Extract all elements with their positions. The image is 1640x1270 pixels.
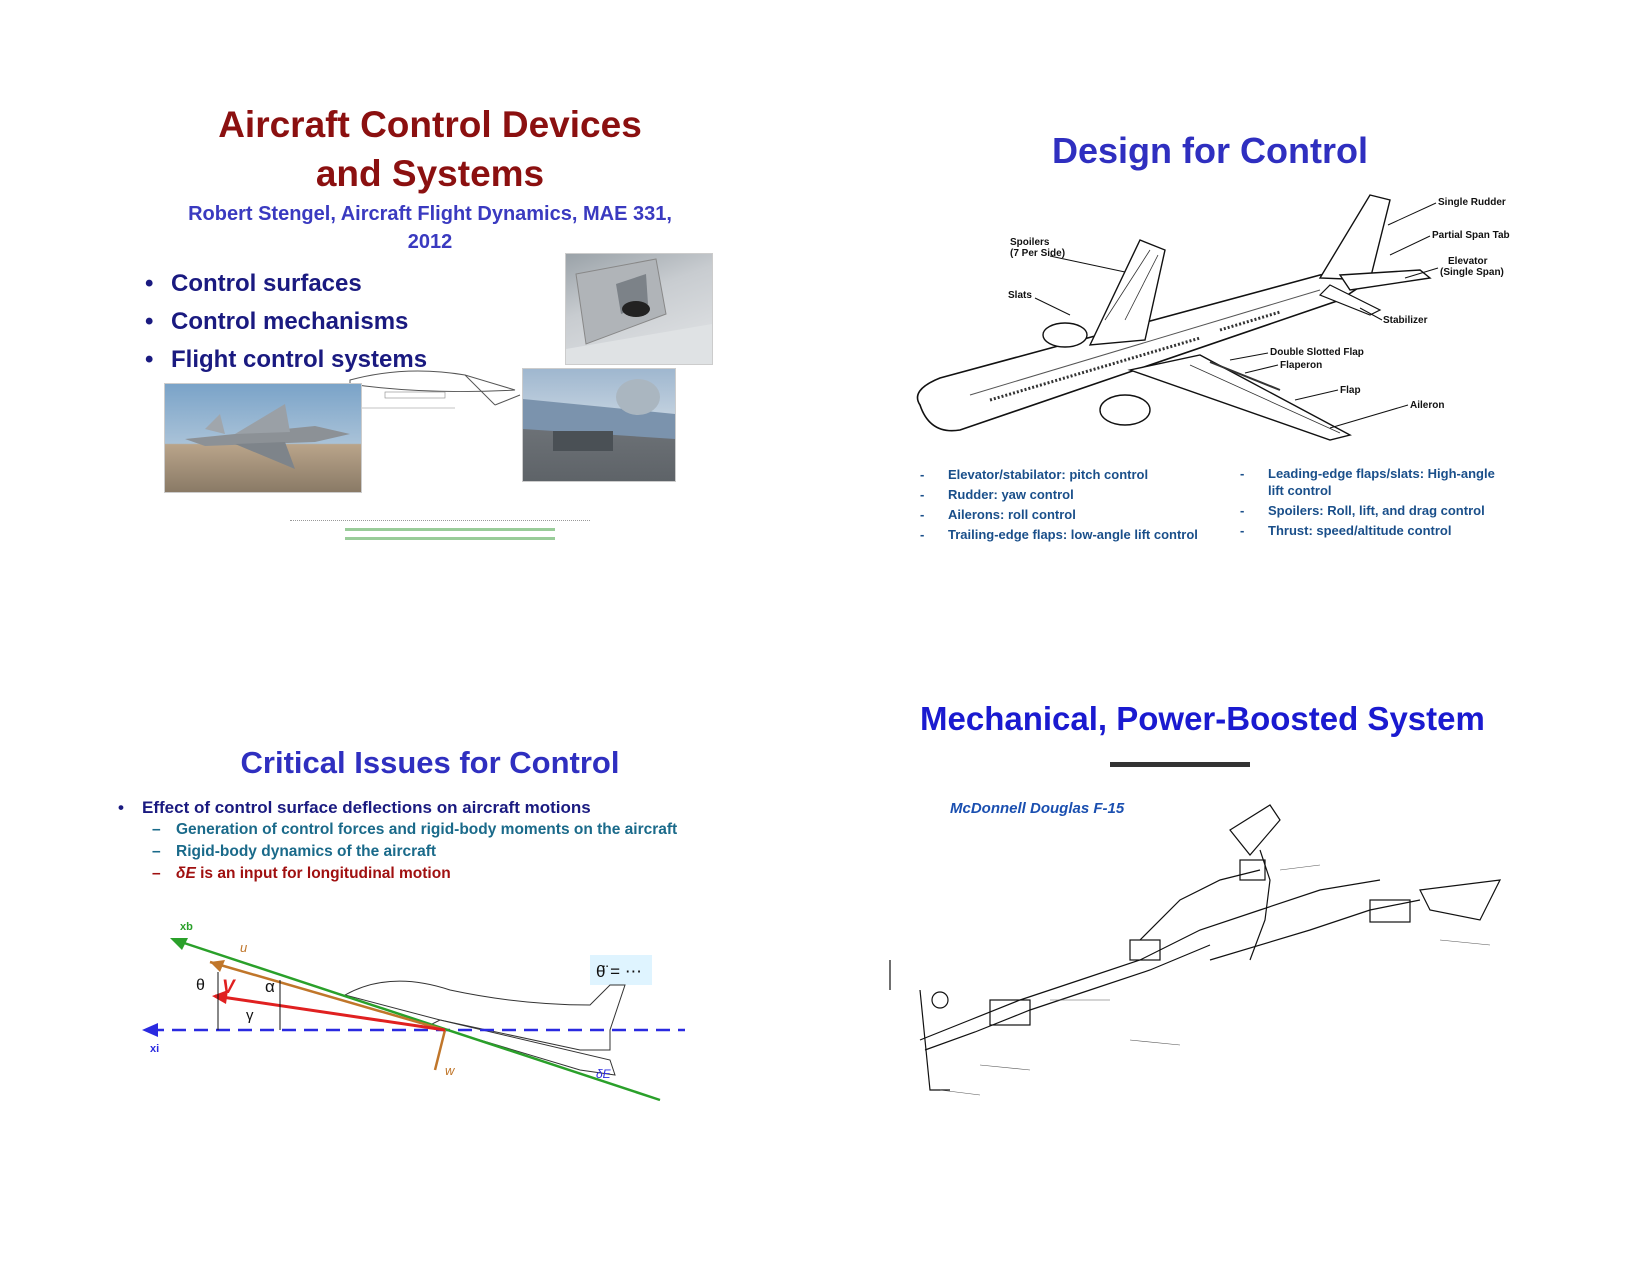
- slide-4: [880, 680, 1560, 1160]
- slide3-bullets: [118, 798, 758, 883]
- callout-elevator-sub: (Single Span): [1440, 267, 1504, 278]
- slide1-bullet: [145, 308, 525, 346]
- list-item: [1240, 465, 1530, 482]
- sub-dash: –: [152, 843, 161, 860]
- label-xb: xb: [180, 921, 193, 933]
- list-dash: -: [1240, 503, 1245, 518]
- slide1-subtitle: [120, 200, 740, 256]
- slide-3: [110, 740, 750, 1130]
- list-dash: -: [1240, 523, 1245, 538]
- airfoil-drawing: [345, 360, 530, 420]
- label-alpha: α: [265, 977, 275, 996]
- callout-stabilizer: Stabilizer: [1383, 315, 1428, 326]
- bullet-label: Control mechanisms: [171, 308, 409, 335]
- label-gamma: γ: [246, 1007, 254, 1024]
- slide3-main-bullet: [118, 798, 758, 818]
- label-w: w: [445, 1063, 455, 1078]
- copyright-note: [240, 510, 640, 521]
- sub-label: Rigid-body dynamics of the aircraft: [176, 843, 437, 860]
- airfoil-sketch: [345, 360, 530, 420]
- list-dash: -: [920, 527, 925, 542]
- callout-aileron: Aileron: [1410, 400, 1445, 411]
- slide2-list-right: [1240, 465, 1530, 539]
- course-links[interactable]: [345, 528, 555, 540]
- label-V: V: [222, 977, 235, 998]
- label-u: u: [240, 940, 248, 955]
- list-item-continued: [1240, 482, 1530, 499]
- bullet-dot: •: [145, 270, 154, 297]
- callout-partial-span-tab: Partial Span Tab: [1432, 230, 1510, 241]
- callout-double-slotted-flap: Double Slotted Flap: [1270, 347, 1364, 358]
- list-text: Elevator/stabilator: pitch control: [948, 467, 1149, 482]
- slide3-sub-bullet: [118, 843, 758, 861]
- bullet-label: Effect of control surface deflections on aircraft motions: [142, 798, 591, 817]
- slide-2: [900, 100, 1520, 570]
- control-tab-drawing: [566, 254, 712, 364]
- list-text: lift control: [1268, 483, 1332, 498]
- slide1-title-line2: and Systems: [315, 153, 545, 194]
- label-deltaE: δE: [596, 1067, 611, 1081]
- sub-dash: –: [152, 865, 161, 882]
- wing-drawing: [523, 369, 675, 481]
- list-item: [1240, 522, 1530, 539]
- label-theta: θ: [196, 977, 205, 994]
- callout-single-rudder: Single Rudder: [1438, 197, 1506, 208]
- sub-dash: –: [152, 821, 161, 838]
- sub-label: Generation of control forces and rigid-body moments on the aircraft: [176, 821, 678, 838]
- label-xi: xi: [150, 1043, 160, 1055]
- slide4-title: Mechanical, Power-Boosted System: [920, 700, 1485, 737]
- angle-of-attack-diagram: [140, 920, 700, 1130]
- slide1-title-line1: Aircraft Control Devices: [218, 104, 642, 145]
- sub-label: is an input for longitudinal motion: [195, 865, 451, 882]
- list-text: Thrust: speed/altitude control: [1268, 523, 1452, 538]
- callout-flap: Flap: [1340, 385, 1361, 396]
- stabilator-sketch: [1420, 880, 1500, 920]
- list-item: [920, 485, 1230, 505]
- slide3-sub-bullet: [118, 865, 758, 883]
- list-item: [920, 525, 1230, 545]
- bullet-dot: •: [145, 346, 154, 373]
- list-item: [920, 505, 1230, 525]
- near-engine: [1100, 395, 1150, 425]
- wing-photo: [522, 368, 676, 482]
- f16-drawing: [165, 384, 361, 492]
- callout-spoilers: Spoilers: [1010, 237, 1050, 248]
- slide-1: [120, 90, 740, 590]
- list-text: Leading-edge flaps/slats: High-angle: [1268, 466, 1495, 481]
- list-dash: -: [1240, 466, 1245, 481]
- slide1-bullet: [145, 270, 525, 308]
- slide3-title: Critical Issues for Control: [240, 745, 620, 780]
- bullet-dot: •: [118, 798, 124, 817]
- list-dash: -: [920, 507, 925, 522]
- list-item: [1240, 502, 1530, 519]
- bullet-label: Control surfaces: [171, 270, 362, 297]
- callout-flaperon: Flaperon: [1280, 360, 1323, 371]
- callout-elevator: Elevator: [1448, 256, 1488, 267]
- slide2-list-left: [920, 465, 1230, 545]
- delta-e-symbol: δE: [176, 865, 196, 882]
- vertical-tail-sketch: [1230, 805, 1280, 855]
- f16-photo: [164, 383, 362, 493]
- airliner-diagram: [900, 190, 1520, 460]
- list-text: Spoilers: Roll, lift, and drag control: [1268, 503, 1485, 518]
- slide2-title: Design for Control: [1052, 130, 1368, 171]
- vertical-tail: [1320, 195, 1390, 280]
- list-item: [920, 465, 1230, 485]
- control-tab-photo: [565, 253, 713, 365]
- slide1-title: [120, 100, 740, 198]
- callout-slats: Slats: [1008, 290, 1032, 301]
- list-dash: -: [920, 467, 925, 482]
- bullet-label: Flight control systems: [171, 346, 428, 373]
- list-text: Trailing-edge flaps: low-angle lift control: [948, 527, 1198, 542]
- slide1-subtitle-line2: 2012: [407, 231, 453, 253]
- callout-spoilers-sub: (7 Per Side): [1010, 248, 1066, 259]
- slide1-subtitle-line1: Robert Stengel, Aircraft Flight Dynamics, MAE 331,: [188, 203, 672, 225]
- far-engine: [1043, 323, 1087, 347]
- list-text: Rudder: yaw control: [948, 487, 1074, 502]
- list-text: Ailerons: roll control: [948, 507, 1076, 522]
- f15-control-linkage-drawing: [880, 760, 1560, 1150]
- w-vector: [435, 1030, 445, 1070]
- bullet-dot: •: [145, 308, 154, 335]
- list-dash: -: [920, 487, 925, 502]
- equation-text: θ̈ = ⋯: [596, 962, 642, 981]
- slide4-caption: McDonnell Douglas F-15: [950, 800, 1125, 817]
- slide3-sub-bullet: [118, 821, 758, 839]
